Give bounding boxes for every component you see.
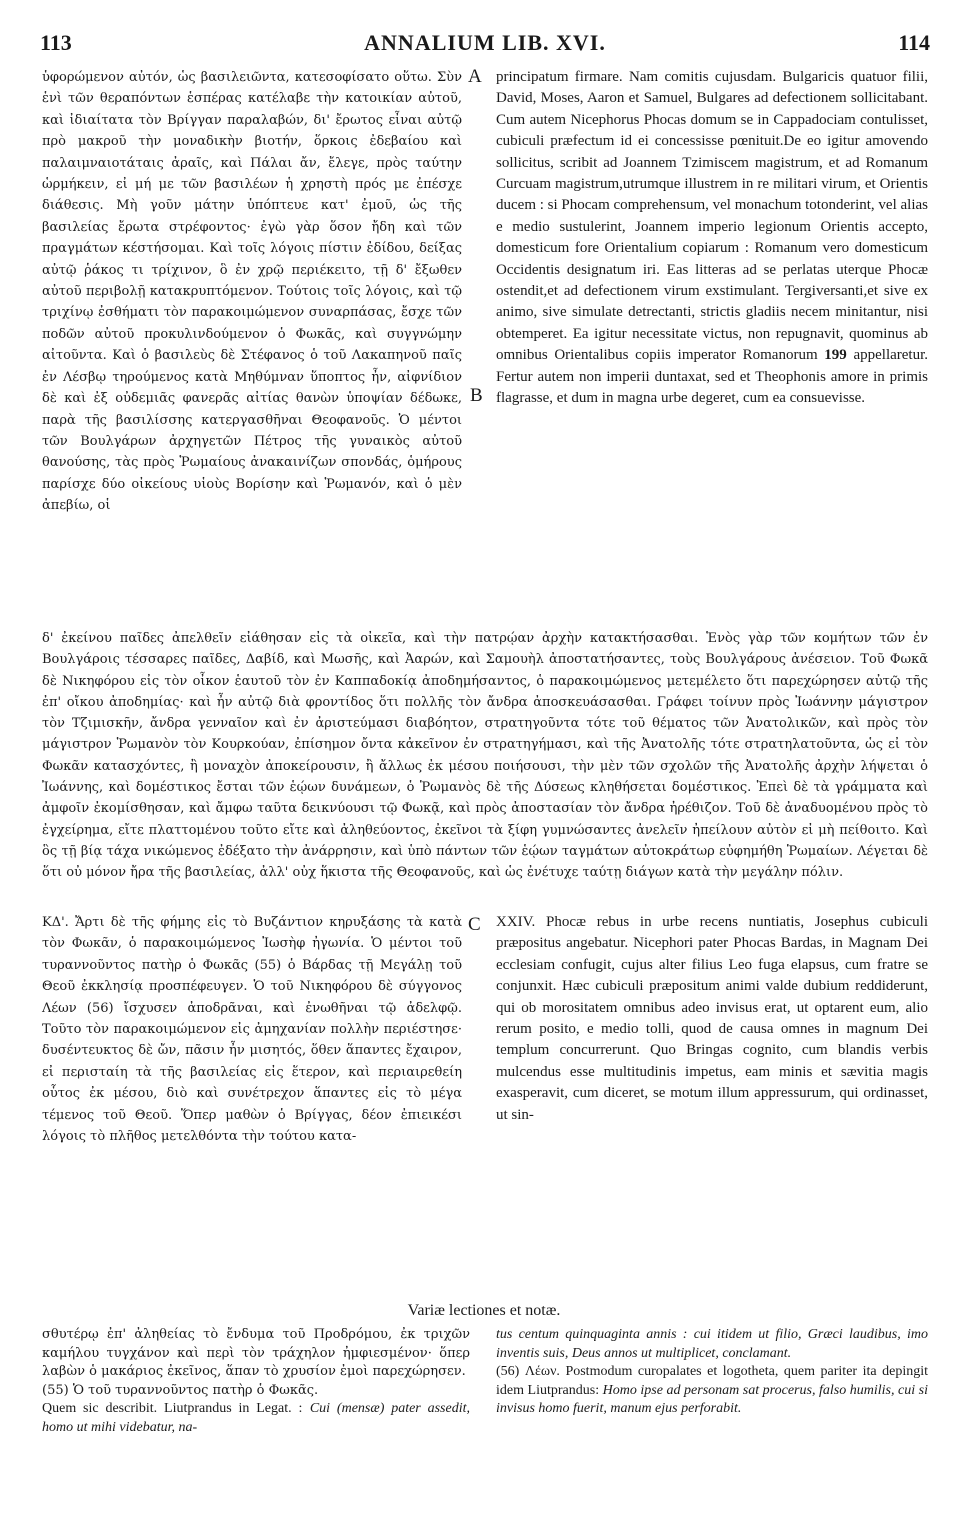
upper-right-latin-text: principatum firmare. Nam comitis cujusdam. Bulgaricis quatuor filii, David, Moses, Aaron et Samuel, Bulgares ad defectionem sollicitabant. Cum autem Nicephorus Phocas domum se in Cappadociam contulisset, cubiculi præfectum id ei concessisse pœnituit.De eo igitur amovendo sollicitus, scribit ad Joannem Tzimiscem magistrum, et ad Romanum Curcuam magistrum,utrumque illustrem in re militari virum, et Orientis ducem : si Phocam comprehensum, vel monachum totonderint, vel alias e medio sustulerint, Joannem imperio legionum Orientis accepto, domesticum fore Orientalium copiarum : Romanum vero domesticum Occidentis designatum iri. Eas litteras ad se perlatas uterque Phocæ ostendit,et ad defectionem virum exstimulant. Tergiversanti,et sive ex animo, sive simulate detrectanti, strictis gladiis necem minitantur, nisi obtemperet. Ea igitur necessitate victus, non repugnavit, quominus ab omnibus Orientalibus copiis imperator Romanorum — [496, 69, 928, 364]
margin-marker-a: A — [468, 66, 482, 87]
page-number-right: 114 — [898, 30, 930, 55]
note-55-greek: (55) Ὁ τοῦ τυραννοῦντος πατὴρ ὁ Φωκᾶς. — [42, 1382, 319, 1398]
upper-right-latin-column — [496, 67, 928, 410]
lower-left-greek-column: ΚΔ'. Ἄρτι δὲ τῆς φήμης εἰς τὸ Βυζάντιον κηρυξάσης τὰ κατὰ τὸν Φωκᾶν, ὁ παρακοιμώμενος Ἰωσὴφ ἠγωνία. Ὁ μέντοι τοῦ τυραννοῦντος πατὴρ ὁ Φωκᾶς (55) ὁ Βάρδας τῇ Μεγάλῃ τοῦ Θεοῦ ἐκκλησίᾳ προσπέφευγεν. Ὁ τοῦ Νικηφόρου δὲ σύγγονος Λέων (56) ἴσχυσεν ἀποδρᾶναι, καὶ ἐνωθῆναι τῷ ἀδελφῷ. Τοῦτο τὸν παρακοιμώμενον εἰς ἀμηχανίαν πολλὴν περιέστησε· δυσέντευκτος δὲ ὤν, πᾶσιν ἦν μισητός, ὅθεν ἅπαντες ἔχαιρον, εἰ περισταίη τὰ τῆς βασιλείας εἰς ἕτερον, καὶ περιαιρεθείη οὗτος ἐκ μέσου, διὸ καὶ συνέτρεχον ἅπαντες εἰς τὸ μέγα τέμενος τοῦ Θεοῦ. Ὅπερ μαθὼν ὁ Βρίγγας, δέον ἐπιεικέσι λόγοις τὸ πλῆθος μετελθόντα τὴν τούτου κατα- — [42, 915, 462, 1145]
running-title: ANNALIUM LIB. XVI. — [364, 30, 606, 55]
note-55-latin: Quem sic describit. Liutprandus in Legat. : — [42, 1401, 303, 1416]
upper-right-latin-tail: appellaretur. Fertur autem non imperii duntaxat, sed et Theophonis amore in primis flagrasse, et dum in magna urbe degeret, cum ea consuevisse. — [496, 347, 929, 407]
note-55-latin-quote: Cui (mensæ) pater assedit, homo ut mihi videbatur, na- — [42, 1401, 470, 1435]
margin-marker-c: C — [468, 914, 481, 935]
note-56-quote: Homo ipse ad personam sat procerus, falso humilis, cui si invisus homo fuerit, manum ejus perforabit. — [496, 1382, 929, 1416]
notes-heading: Variæ lectiones et notæ. — [407, 1302, 561, 1319]
notes-right-column — [496, 1326, 928, 1419]
margin-marker-b: B — [470, 385, 483, 406]
lower-right-latin-column: XXIV. Phocæ rebus in urbe recens nuntiatis, Josephus cubiculi præpositus angebatur. Nicephori pater Phocas Bardas, in Magnam Dei ecclesiam confugit, cujus alter filius Leo fuga elapsus, cum fratre se conjunxit. Hæc cubiculi præpositum animi valde dubium reddiderunt, qui ob morositatem omnibus adeo invisus erat, ut optarent eum, alio rerum posito, e medio tolli, quod de causa omnes in magnum Dei templum concurrerunt. Quo Bringas cognito, cum blandis verbis mulcendus esse multitudinis impetus, eam minis et sævitia magis exasperavit, cum diceret, se motum illum appressurum, qui ordinasset, ut sin- — [496, 914, 928, 1123]
notes-left-column — [42, 1326, 470, 1437]
page-header — [40, 30, 930, 62]
note-56-text: (56) Λέων. Postmodum curopalates et logotheta, quem pariter ita depingit idem Liutprandus: — [496, 1364, 928, 1398]
note-continuation-latin: tus centum quinquaginta annis : cui itidem ut filio, Græci laudibus, imo inventis suis, Deus annos ut multiplicet, conclamant. — [496, 1327, 928, 1361]
page-number-left: 113 — [40, 30, 72, 55]
upper-left-greek-column: ὑφορώμενον αὐτόν, ὡς βασιλειῶντα, κατεσοφίσατο οὕτω. Σὺν ἑνὶ τῶν θεραπόντων ἑσπέρας κατέλαβε τὴν κατοικίαν αὐτοῦ, καὶ ἰδιαίτατα τὸν Βρίγγαν παραλαβών, δι' ἔρωτος εἶναι αὐτῷ πρὸ μακροῦ τὴν μοναδικὴν βιοτήν, ὅρκοις ἐδεβαίου καὶ παλαιμναιοτάταις ἀραῖς, καὶ Πάλαι ἄν, ἔλεγε, πρὸς ταύτην ὡρμήκειν, εἰ μή με τῶν βασιλέων ἡ χρηστὴ πρός με ἐπέσχε διάθεσις. Μὴ γοῦν μάτην ὑπόπτευε κατ' ἐμοῦ, ὡς τῆς βασιλείας ἔρωτα στρέφοντος· ἐγὼ γὰρ ὅσον ἤδη καὶ τῶν πραγμάτων κέστήσομαι. Καὶ τοῖς λόγοις πίστιν ἐδίδου, δείξας αὐτῷ ῥάκος τι τρίχινον, ὃ ἐν χρῷ περιέκειτο, τῇ δ' ἔξωθεν αὐτοῦ περιβολῇ κατακρυπτόμενον. Τούτοις τοῖς λόγοις, καὶ τῷ τριχίνῳ ἐσθήματι τὸν παρακοιμώμενον συναρπάσας, ἔσχε τῶν ποδῶν αὐτοῦ προκυλινδούμενον ὁ Φωκᾶς, καὶ συγγνώμην αἰτοῦντα. Καὶ ὁ βασιλεὺς δὲ Στέφανος ὁ τοῦ Λακαπηνοῦ παῖς ἐν Λέσβῳ τηρούμενος κατὰ Μηθύμναν ὕποπτος ἦν, αἰφνίδιον δὲ καὶ ἐξ οὐδεμιᾶς φανερᾶς αἰτίας θανὼν ὑποψίαν δέδωκε, παρὰ τῆς βασιλίσσης κατεργασθῆναι Θεοφανοῦς. Ὁ μέντοι τῶν Βουλγάρων ἀρχηγετῶν Πέτρος τῆς γυναικὸς αὐτοῦ θανούσης, τὰς πρὸς Ῥωμαίους ἀνακαινίζων σπονδάς, ὁμήρους παρίσχε δύο οἰκείους υἱοὺς Βορίσην καὶ Ῥωμανόν, καὶ ὁ μὲν ἀπεβίω, οἱ — [42, 70, 462, 514]
note-continuation-greek: σθυτέρῳ ἐπ' ἀληθείας τὸ ἔνδυμα τοῦ Προδρόμου, ἐκ τριχῶν καμήλου τυγχάνον καὶ περὶ τὸν τράχηλον ἠμφιεσμένον· ὅπερ λαβὼν ὁ μακάριος ἐκεῖνος, ἅπαν τὸ χρυσίον ἐμοὶ παρεχώρησεν. — [42, 1327, 470, 1379]
folio-number: 199 — [824, 347, 847, 364]
full-width-greek-paragraph: δ' ἐκείνου παῖδες ἀπελθεῖν εἰάθησαν εἰς τὰ οἰκεῖα, καὶ τὴν πατρῴαν ἀρχὴν κατακτήσασθαι. Ἑνὸς γὰρ τῶν κομήτων τῶν ἐν Βουλγάροις τέσσαρες παῖδες, Δαβίδ, καὶ Μωσῆς, καὶ Ἀαρών, καὶ Σαμουὴλ ἀποστατήσαντες, τοὺς Βουλγάρους ἀνέσειον. Τοῦ Φωκᾶ δὲ Νικηφόρου εἰς τὸν οἶκον ἑαυτοῦ τὸν ἐν Καππαδοκίᾳ ἀποδημήσαντος, ὁ παρακοιμώμενος μετεμέλετο ὅτι παρεχώρησεν αὐτῷ τῆς ἐπ' οἴκου ἀποδημίας· καὶ ἦν αὐτῷ διὰ φροντίδος ὅτι πολλῆς τὸν ἄνδρα ἀποσκευάσασθαι. Γράφει τοίνυν πρὸς Ἰωάννην μάγιστρον τὸν Τζιμισκῆν, ἄνδρα γενναῖον καὶ ἐν ἀριστεύμασι διαβόητον, στρατηγοῦντα τότε τοῦ θέματος τῶν Ἀνατολικῶν, καὶ πρὸς τὸν μάγιστρον Ῥωμανὸν τὸν Κουρκούαν, ἐπίσημον ὄντα κἀκεῖνον ἐν στρατηγήμασι, καὶ τῆς Ἀνατολῆς τότε στρατηλατοῦντα, ὡς εἰ τὸν Φωκᾶν κατασχόντες, ἢ μοναχὸν ἀποκείρουσιν, ἢ ἄλλως ἐκ μέσου ποιήσουσι, τὴν μὲν τῶν σχολῶν τῆς Ἀνατολῆς ἀρχὴν λήψεται ὁ Ἰωάννης, καὶ δομέστικος ἔσται τῶν ἑῴων δυνάμεων, ὁ Ῥωμανὸς δὲ τῆς Δύσεως κληθήσεται δομέστικος. Ἐπεὶ δὲ τὰ γράμματα καὶ ἀμφοῖν ἐκομίσθησαν, καὶ ἄμφω ταῦτα δεικνύουσι τῷ Φωκᾷ, καὶ πρὸς ἀποστασίαν τὸν ἄνδρα ἠρέθιζον. Τοῦ δὲ ἀναδυομένου πρὸς τὸ ἐγχείρημα, εἴτε πλαττομένου τοῦτο εἴτε καὶ ἀληθεύοντος, ἐκεῖνοι τὰ ξίφη γυμνώσαντες ἀνελεῖν ἠπείλουν αὐτὸν εἰ μὴ πείθοιτο. Καὶ ὃς τῇ βίᾳ τάχα νικώμενος ἐδέξατο τὴν ἀνάρρησιν, καὶ ὑπὸ πάντων τῶν ἑῴων ταγμάτων αὐτοκράτωρ εὐφημήθη Ῥωμαίων. Λέγεται δὲ ὅτι οὐ μόνον ἤρα τῆς βασιλείας, ἀλλ' οὐχ ἥκιστα τῆς Θεοφανοῦς, καὶ ὡς ἐνέτυχε ταύτῃ διάγων κατὰ τὴν μεγάλην πόλιν. — [42, 631, 928, 881]
